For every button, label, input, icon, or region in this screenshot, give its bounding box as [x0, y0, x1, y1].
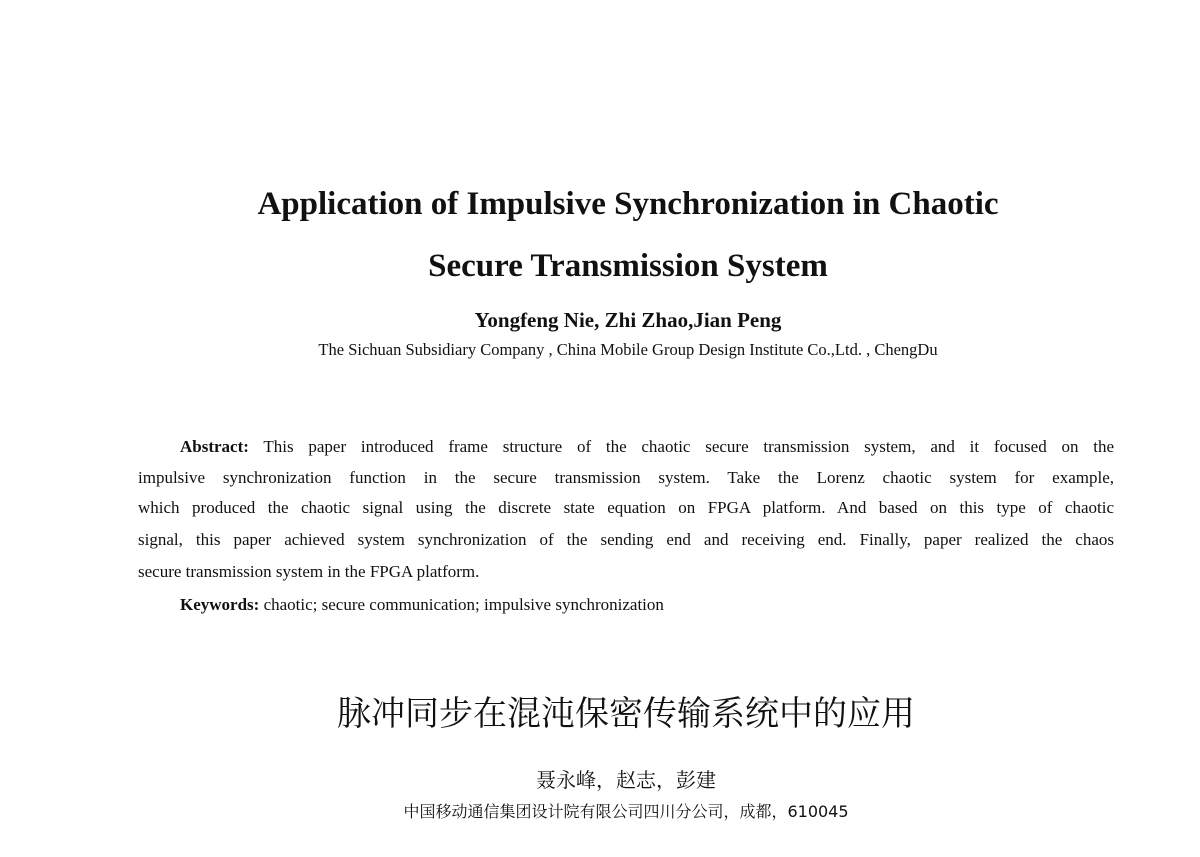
abstract-line-4: signal, this paper achieved system synchronization of the sending end and receiving end. Finally, paper realized the chaos [138, 530, 1114, 549]
abstract-line-2: impulsive synchronization function in the secure transmission system. Take the Lorenz chaotic system for example, [138, 468, 1114, 487]
abstract-line-5: secure transmission system in the FPGA platform. [138, 562, 480, 581]
chinese-affiliation: 中国移动通信集团设计院有限公司四川分公司，成都，610045 [403, 802, 849, 821]
affiliation: The Sichuan Subsidiary Company , China Mobile Group Design Institute Co.,Ltd. , ChengDu [318, 340, 938, 359]
keywords-text: chaotic; secure communication; impulsive synchronization [263, 595, 664, 614]
chinese-title: 脉冲同步在混沌保密传输系统中的应用 [337, 694, 915, 734]
abstract-line-3: which produced the chaotic signal using the discrete state equation on FPGA platform. And based on this type of chaotic [138, 498, 1114, 517]
keywords-label: Keywords: [180, 595, 260, 614]
paper-title-line-1: Application of Impulsive Synchronization in Chaotic [257, 186, 999, 222]
abstract-label: Abstract: [180, 437, 249, 456]
paper-title-line-2: Secure Transmission System [428, 248, 828, 284]
authors: Yongfeng Nie, Zhi Zhao,Jian Peng [474, 308, 782, 332]
keywords [180, 595, 1156, 615]
abstract-text: This paper introduced frame structure of the chaotic secure transmission system, and it focused on the [263, 437, 1114, 456]
abstract-line-1 [180, 437, 1114, 457]
chinese-authors: 聂永峰，赵志，彭建 [536, 768, 716, 792]
